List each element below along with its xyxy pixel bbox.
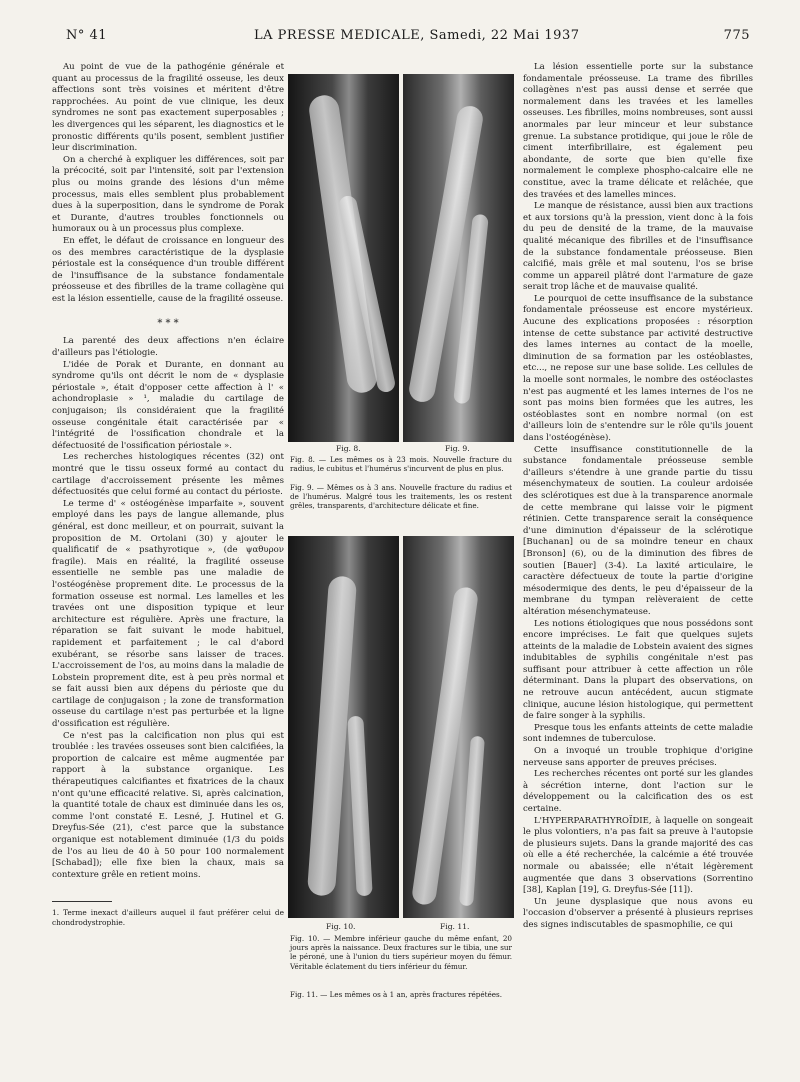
issue-number: N° 41 bbox=[66, 28, 108, 43]
footnote-rule bbox=[52, 901, 112, 902]
right-column bbox=[523, 62, 753, 932]
paragraph: En effet, le défaut de croissance en longueur des os des membres caractéristique de la dysplasie périostale est la conséquence d'un trouble différent de l'insuffisance de la substance fondamentale préosseuse et des fibrilles de la trame collagène qui est la lésion essentielle, cause de la fragilité osseuse. bbox=[52, 235, 284, 304]
paragraph: Les recherches histologiques récentes (32) ont montré que le tissu osseux formé au contact du cartilage d'accroissement présente les mêmes défectuosités que celui formé au contact du périoste. bbox=[52, 452, 284, 498]
paragraph: On a invoqué un trouble trophique d'origine nerveuse sans apporter de preuves précises. bbox=[523, 746, 753, 768]
fig11-label: Fig. 11. bbox=[440, 922, 470, 931]
left-column bbox=[52, 62, 284, 927]
section-divider-stars: * * * bbox=[157, 318, 179, 330]
page-header bbox=[66, 28, 750, 48]
caption-fig9: Fig. 9. — Mêmes os à 3 ans. Nouvelle fracture du radius et de l'humérus. Malgré tous les traitements, les os restent grêles, transparents, d'architecture délicate et fine. bbox=[290, 483, 512, 511]
paragraph: Le terme d' « ostéogénèse imparfaite », souvent employé dans les pays de langue allemande, plus général, est donc meilleur, et on pourrait, suivant la proposition de M. Ortolani (30) y ajouter le qualificatif de « psathyrotique », (de ψαθυρον fragile). Mais en réalité, la fragilité osseuse essentielle ne semble pas une maladie de l'ostéogénèse proprement dite. Le processus de la formation osseuse est normal. Les lamelles et les travées ont une disposition typique et leur architecture est régulière. Après une fracture, la réparation se fait suivant le mode habituel, rapidement et parfaitement ; le cal d'abord exubérant, se résorbe sans laisser de traces. L'accroissement de l'os, au moins dans la maladie de Lobstein proprement dite, est à peu près normal et se fait aussi bien aux dépens du périoste que du cartilage de conjugaison ; la zone de transformation osseuse du cartilage n'est pas perturbée et la ligne d'ossification est régulière. bbox=[52, 498, 284, 730]
xray-image-fig8 bbox=[288, 74, 399, 442]
fig8-label: Fig. 8. bbox=[336, 444, 361, 453]
xray-figures-10-11 bbox=[288, 536, 514, 918]
paragraph: Le pourquoi de cette insuffisance de la substance fondamentale préosseuse est encore mystérieux. Aucune des explications proposées : résorption intense de cette substance par activité destructive des lames internes au contact de la moelle, diminution de sa formation par les ostéoblastes, etc..., ne repose sur une base solide. Les cellules de la moelle sont normales, le nombre des ostéoclastes n'est pas augmenté et les lames internes de l'os ne sont pas moins bien formées que les autres, les ostéoblastes sont en nombre normal (on est d'ailleurs loin de s'entendre sur le rôle qu'ils jouent dans l'ostéogénèse). bbox=[523, 293, 753, 443]
paragraph: Le manque de résistance, aussi bien aux tractions et aux torsions qu'à la pression, vient donc à la fois du peu de densité de la trame, de la mauvaise qualité mécanique des fibrilles et de l'insuffisance de la substance fondamentale préosseuse. Bien calcifié, mais grêle et mal soutenu, l'os se brise comme un appareil plâtré dont l'armature de gaze serait trop lâche et de mauvaise qualité. bbox=[523, 201, 753, 293]
caption-fig8: Fig. 8. — Les mêmes os à 23 mois. Nouvelle fracture du radius, le cubitus et l'humérus s'incurvent de plus en plus. bbox=[290, 455, 512, 474]
caption-fig11: Fig. 11. — Les mêmes os à 1 an, après fractures répétées. bbox=[290, 990, 503, 999]
xray-figures-8-9 bbox=[288, 74, 514, 442]
paragraph: La lésion essentielle porte sur la substance fondamentale préosseuse. La trame des fibrilles collagènes n'est pas aussi dense et serrée que normalement dans les travées et les lamelles osseuses. Les fibrilles, moins nombreuses, sont aussi anormales par leur minceur et leur substance grenue. La substance protidique, qui joue le rôle de ciment interfibrillaire, est également peu abondante, de sorte que bien qu'elle fixe normalement le complexe phospho-calcaire elle ne constitue, avec la trame délicate et relâchée, que des travées et des lamelles minces. bbox=[523, 62, 753, 200]
fig10-label: Fig. 10. bbox=[326, 922, 356, 931]
paragraph: Presque tous les enfants atteints de cette maladie sont indemnes de tuberculose. bbox=[523, 722, 753, 745]
paragraph: L'HYPERPARATHYROÏDIE, à laquelle on songeait le plus volontiers, n'a pas fait sa preuve à l'autopsie de plusieurs sujets. Dans la grande majorité des cas où elle a été recherchée, la calcémie a été trouvée normale ou abaissée; elle n'était légèrement augmentée que dans 3 observations (Sorrentino [38], Kaplan [19], G. Dreyfus-Sée [11]). bbox=[523, 815, 753, 896]
paragraph: L'idée de Porak et Durante, en donnant au syndrome qu'ils ont décrit le nom de « dysplasie périostale », était d'opposer cette affection à l' « achondroplasie » ¹, maladie du cartilage de conjugaison; ils considéraient que la fragilité osseuse congénitale était caractérisée par « l'intégrité de l'ossification chondrale et la défectuosité de l'ossification périostale ». bbox=[52, 359, 284, 451]
fig9-label: Fig. 9. bbox=[445, 444, 470, 453]
xray-image-fig10 bbox=[288, 536, 399, 918]
paragraph: Cette insuffisance constitutionnelle de la substance fondamentale préosseuse semble d'ailleurs s'étendre à une grande partie du tissu mésenchymateux de soutien. La couleur ardoisée des sclérotiques est due à la transparence anormale de cette membrane qui laisse voir le pigment rétinien. Cette transparence serait la conséquence d'une diminution d'épaisseur de la sclérotique [Buchanan] ou de sa moindre teneur en chaux [Bronson] (6), ou de la diminution des fibres de soutien [Bauer] (3-4). La laxité articulaire, le caractère défectueux de toute la partie d'origine mésodermique des dents, le peu d'épaisseur de la membrane du tympan relèveraient de cette altération mésenchymateuse. bbox=[523, 444, 753, 617]
paragraph: On a cherché à expliquer les différences, soit par la précocité, soit par l'intensité, soit par l'extension plus ou moins grande des lésions d'un même processus, mais elles semblent plus probablement dues à la superposition, dans le syndrome de Porak et Durante, d'autres troubles fonctionnels ou humoraux ou à un processus plus complexe. bbox=[52, 154, 284, 235]
paragraph: Au point de vue de la pathogénie générale et quant au processus de la fragilité osseuse, les deux affections sont très voisines et méritent d'être rapprochées. Au point de vue clinique, les deux syndromes ne sont pas exactement superposables ; les divergences qui les séparent, les diagnostics et le pronostic différents qu'ils posent, semblent justifier leur discrimination. bbox=[52, 62, 284, 154]
page-number: 775 bbox=[723, 28, 750, 43]
journal-title: LA PRESSE MEDICALE, Samedi, 22 Mai 1937 bbox=[254, 28, 580, 43]
paragraph: La parenté des deux affections n'en éclaire d'ailleurs pas l'étiologie. bbox=[52, 336, 284, 359]
caption-fig10: Fig. 10. — Membre inférieur gauche du même enfant, 20 jours après la naissance. Deux fractures sur le tibia, une sur le péroné, une à l'union du tiers supérieur moyen du fémur. Véritable éclatement du tiers inférieur du fémur. bbox=[290, 934, 512, 971]
xray-image-fig9 bbox=[403, 74, 514, 442]
xray-image-fig11 bbox=[403, 536, 514, 918]
paragraph: Les recherches récentes ont porté sur les glandes à sécrétion interne, dont l'action sur le développement ou la calcification des os est certaine. bbox=[523, 769, 753, 814]
paragraph: Un jeune dysplasique que nous avons eu l'occasion d'observer a présenté à plusieurs reprises des signes indiscutables de spasmophilie, ce qui bbox=[523, 896, 753, 930]
paragraph: Les notions étiologiques que nous possédons sont encore imprécises. Le fait que quelques sujets atteints de la maladie de Lobstein avaient des signes indubitables de syphilis congénitale n'est pas suffisant pour attribuer à cette affection un rôle déterminant. Dans la plupart des observations, on ne retrouve aucun antécédent, aucun stigmate clinique, aucune lésion histologique, qui permettent de faire songer à la syphilis. bbox=[523, 618, 753, 722]
paragraph: Ce n'est pas la calcification non plus qui est troublée : les travées osseuses sont bien calcifiées, la proportion de calcaire est même augmentée par rapport à la substance organique. Les thérapeutiques calcifiantes et fixatrices de la chaux n'ont qu'une efficacité relative. Si, après calcination, la quantité totale de chaux est diminuée dans les os, comme l'ont constaté E. Lesné, J. Hutinel et G. Dreyfus-Sée (21), c'est parce que la substance organique est notablement diminuée (1/3 du poids de l'os au lieu de 40 à 50 pour 100 normalement [Schabad]); elle fixe bien la chaux, mais sa contexture grêle en retient moins. bbox=[52, 730, 284, 880]
footnote: 1. Terme inexact d'ailleurs auquel il faut préférer celui de chondrodystrophie. bbox=[52, 908, 284, 927]
